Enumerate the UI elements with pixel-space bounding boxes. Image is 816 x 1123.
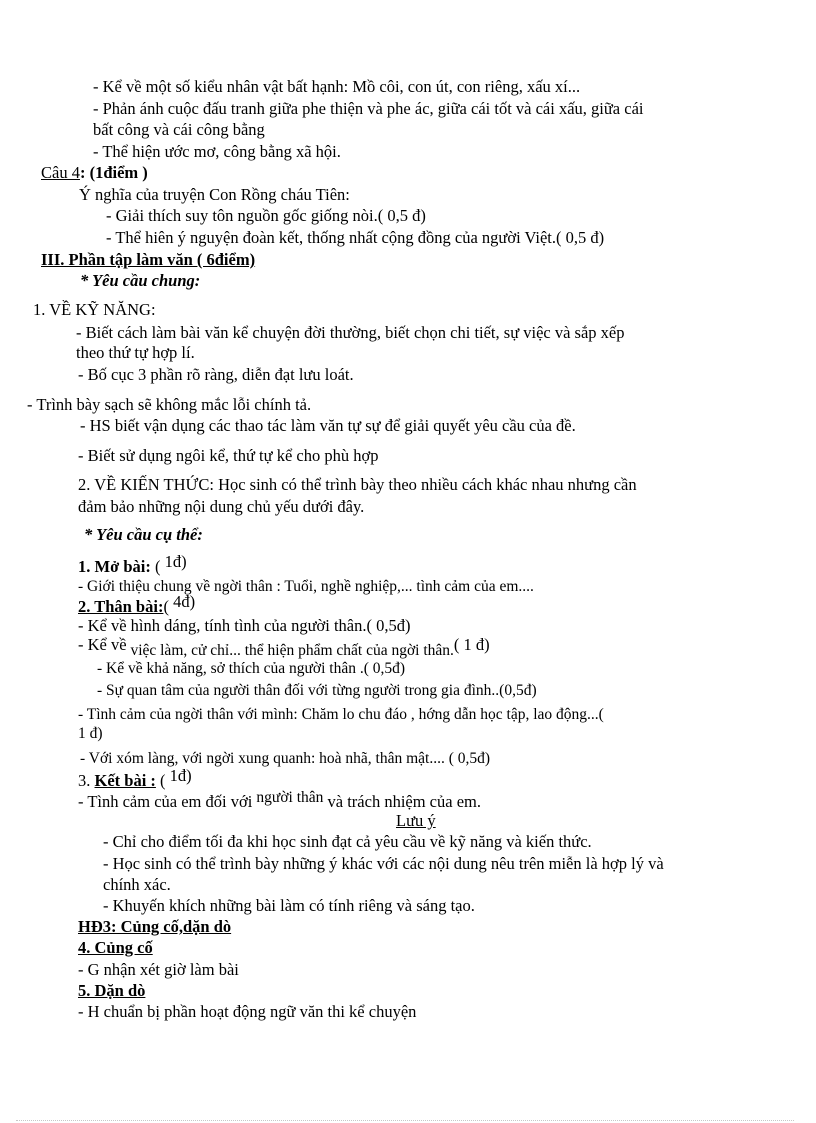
question-4-point-2: - Thể hiên ý nguyện đoàn kết, thống nhất cộng đồng của người Việt.( 0,5 đ) <box>106 228 605 247</box>
body-point-6: - Với xóm làng, với ngời xung quanh: hoà nhã, thân mật.... ( 0,5đ) <box>80 750 491 767</box>
conclusion-text-mid: người thân <box>256 789 324 806</box>
body-point-3: - Kể về khả năng, sở thích của người thân .( 0,5đ) <box>97 660 406 677</box>
body-point-2-points: ( 1 đ) <box>453 635 490 654</box>
skill-1: - Biết cách làm bài văn kể chuyện đời thường, biết chọn chi tiết, sự việc và sắp xếp <box>76 323 625 342</box>
conclusion-text <box>78 789 481 813</box>
question-4-heading <box>41 163 148 183</box>
folk-tale-point-1: - Kể về một số kiểu nhân vật bất hạnh: Mồ côi, con út, con riêng, xấu xí... <box>93 77 581 96</box>
body-points: 4đ) <box>168 592 196 611</box>
intro-paren: ( <box>150 557 161 576</box>
conclusion-number: 3. <box>78 771 95 790</box>
skill-4: - HS biết vận dụng các thao tác làm văn tự sự để giải quyết yêu cầu của đề. <box>80 416 576 435</box>
skills-heading: 1. VỀ KỸ NĂNG: <box>33 300 156 319</box>
knowledge-heading-cont: đảm bảo những nội dung chủ yếu dưới đây. <box>78 497 365 516</box>
homework-title: 5. Dặn dò <box>78 981 146 1000</box>
note-1: - Chỉ cho điểm tối đa khi học sinh đạt cả yêu cầu về kỹ năng và kiến thức. <box>103 832 592 851</box>
note-2-cont: chính xác. <box>103 875 171 894</box>
general-requirements-heading: * Yêu cầu chung: <box>80 271 201 290</box>
intro-text: - Giới thiệu chung về ngời thân : Tuổi, nghề nghiệp,... tình cảm của em.... <box>78 578 534 595</box>
page-bottom-dotted-rule <box>16 1120 794 1122</box>
question-4-intro: Ý nghĩa của truyện Con Rồng cháu Tiên: <box>79 185 350 204</box>
body-label: 2. Thân bài: <box>78 597 164 616</box>
body-point-2-prefix: - Kể về <box>78 635 127 654</box>
conclusion-text-pre: - Tình cảm của em đối với <box>78 792 257 811</box>
note-2: - Học sinh có thể trình bày những ý khác với các nội dung nêu trên miễn là hợp lý và <box>103 854 664 873</box>
folk-tale-point-3: - Thể hiện ước mơ, công bằng xã hội. <box>93 142 341 161</box>
skill-5: - Biết sử dụng ngôi kể, thứ tự kể cho phù hợp <box>78 446 379 465</box>
notes-title: Lưu ý <box>396 811 436 830</box>
body-point-5: - Tình cảm của ngời thân với mình: Chăm lo chu đáo , hớng dẫn học tập, lao động...( <box>78 706 604 723</box>
specific-requirements-heading: * Yêu cầu cụ thể: <box>84 525 203 544</box>
body-point-1: - Kể về hình dáng, tính tình của người thân.( 0,5đ) <box>78 616 411 635</box>
body-point-2-text: việc làm, cử chỉ... thể hiện phẩm chất của ngời thân. <box>126 642 454 659</box>
skill-3: - Trình bày sạch sẽ không mắc lỗi chính tả. <box>27 395 312 414</box>
skill-2: - Bố cục 3 phần rõ ràng, diễn đạt lưu loát. <box>78 365 354 384</box>
knowledge-heading: 2. VỀ KIẾN THỨC: Học sinh có thể trình bày theo nhiều cách khác nhau nhưng cần <box>78 475 637 494</box>
conclusion-text-post: và trách nhiệm của em. <box>323 792 481 811</box>
body-point-2 <box>78 635 490 661</box>
question-4-points: : (1điểm ) <box>79 163 148 182</box>
conclusion-points: 1đ) <box>165 766 192 785</box>
consolidation-text: - G nhận xét giờ làm bài <box>78 960 239 979</box>
note-3: - Khuyến khích những bài làm có tính riêng và sáng tạo. <box>103 896 475 915</box>
folk-tale-point-2: - Phản ánh cuộc đấu tranh giữa phe thiện và phe ác, giữa cái tốt và cái xấu, giữa cái <box>93 99 644 118</box>
conclusion-paren: ( <box>155 771 166 790</box>
skill-1-cont: theo thứ tự hợp lí. <box>76 343 195 362</box>
conclusion-section-heading <box>78 766 192 791</box>
body-paren: ( <box>163 597 169 616</box>
body-point-5-cont: 1 đ) <box>78 725 103 742</box>
intro-section-heading <box>78 552 187 577</box>
activity-3-title: HĐ3: Củng cố,dặn dò <box>78 917 232 936</box>
question-4-label: Câu 4 <box>41 163 80 182</box>
homework-text: - H chuẩn bị phần hoạt động ngữ văn thi kể chuyện <box>78 1002 417 1021</box>
body-section-heading <box>78 592 196 617</box>
conclusion-label: Kết bài : <box>94 771 156 790</box>
part-3-title: III. Phần tập làm văn ( 6điểm) <box>41 250 256 269</box>
consolidation-title: 4. Củng cố <box>78 938 153 957</box>
intro-label: 1. Mở bài: <box>78 557 151 576</box>
body-point-4: - Sự quan tâm của người thân đối với từng người trong gia đình..(0,5đ) <box>97 682 537 699</box>
question-4-point-1: - Giải thích suy tôn nguồn gốc giống nòi.( 0,5 đ) <box>106 206 426 225</box>
folk-tale-point-2-cont: bất công và cái công bằng <box>93 120 265 139</box>
intro-points: 1đ) <box>160 552 187 571</box>
